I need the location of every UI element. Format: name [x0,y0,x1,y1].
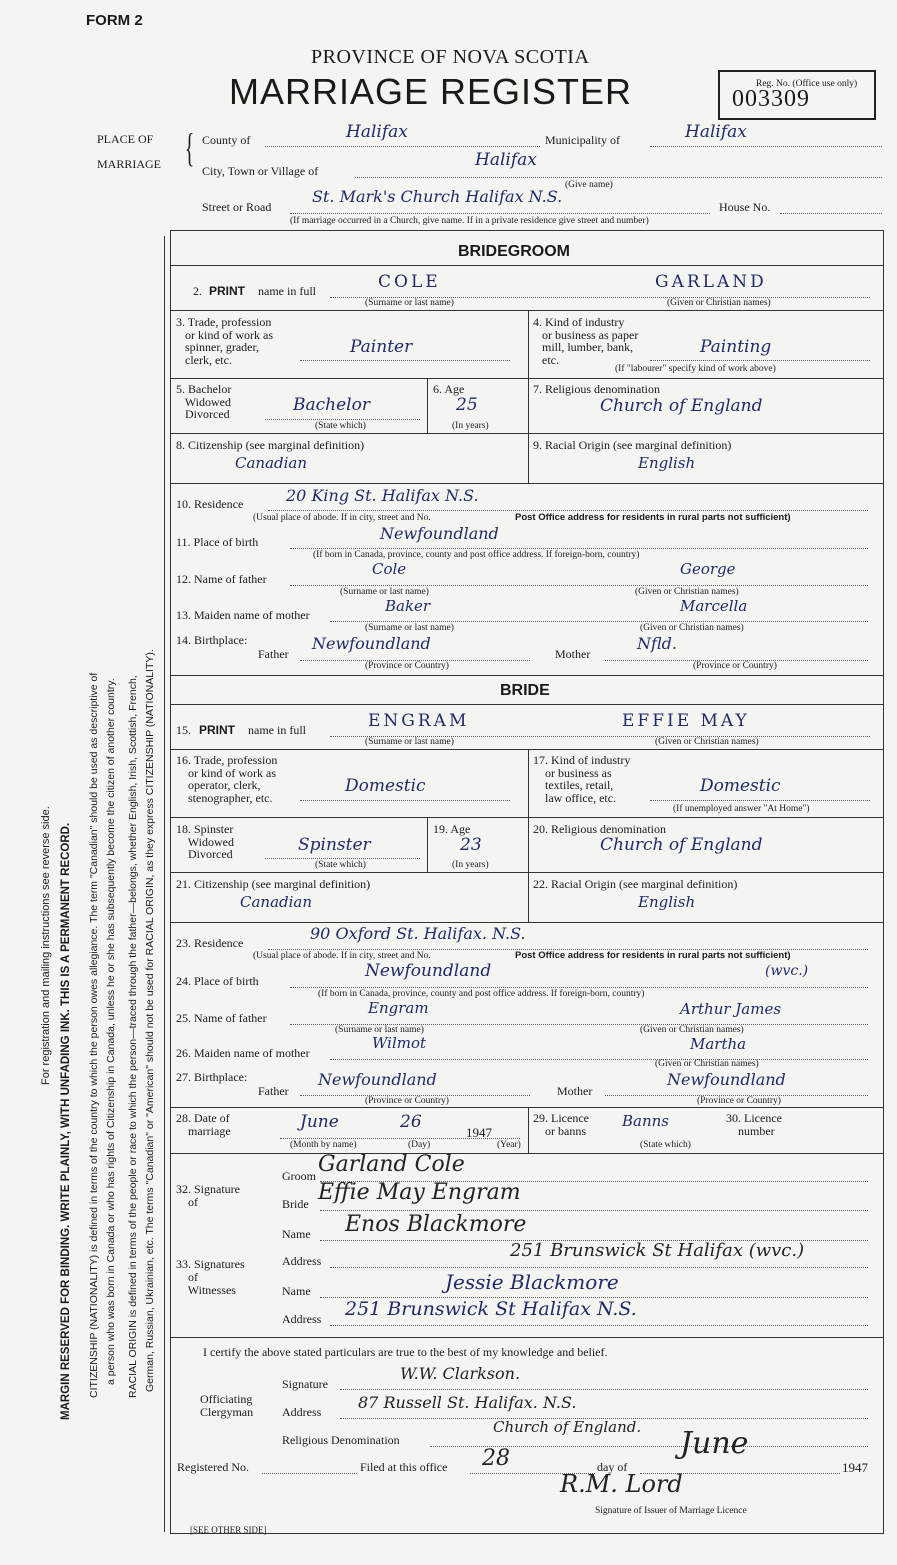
birth-note-1: (If born in Canada, province, county and post office address. If foreign-born, country) [313,550,640,560]
f11-label: 11. Place of birth [176,535,259,549]
margin-line-3: CITIZENSHIP (NATIONALITY) is defined in terms of the country to which the person owes allegiance. The term "Canadian" should be used as descriptive of [88,672,100,1398]
f9-label: 9. Racial Origin (see marginal definition) [533,438,732,452]
f20-label: 20. Religious denomination [533,822,666,836]
place-label-1: PLACE OF [97,132,154,146]
place-label-2: MARRIAGE [97,157,162,171]
groom-surname: COLE [378,272,441,292]
father-label-1: Father [258,647,289,661]
mother-given-2: Martha [690,1035,747,1053]
marriage-month: June [300,1112,339,1132]
surname-note-5: (Surname or last name) [335,1025,424,1035]
f25-label: 25. Name of father [176,1011,267,1025]
groom-given: GARLAND [655,272,767,292]
state-which-2: (State which) [315,860,366,870]
years-1: (In years) [452,421,489,431]
margin-line-6: German, Russian, Ukrainian, etc. The terms "Canadian" or "American" should not be used for RACIAL ORIGIN, as they express CITIZENSHIP (NATIONALITY). [144,649,156,1392]
f22-label: 22. Racial Origin (see marginal definition) [533,877,738,891]
f7-label: 7. Religious denomination [533,382,660,396]
f26-label: 26. Maiden name of mother [176,1046,310,1060]
clergy-addr-label: Address [282,1405,322,1419]
marriage-day: 26 [400,1112,422,1132]
f28-label: 28. Date of marriage [176,1111,231,1138]
residence-note-1b: Post Office address for residents in rural parts not sufficient) [515,512,791,523]
filed-year: 1947 [842,1460,868,1475]
unemployed-note: (If unemployed answer "At Home") [673,804,810,814]
f12-label: 12. Name of father [176,572,267,586]
surname-note-2: (Surname or last name) [340,587,429,597]
residence-note-2: (Usual place of abode. If in city, street and No. [253,951,431,961]
groom-sig-label: Groom [282,1169,316,1183]
f15-label: name in full [248,723,306,737]
groom-given-note: (Given or Christian names) [667,298,771,308]
form-label: FORM 2 [86,12,143,29]
margin-line-4: a person who was born in Canada or who has rights of Citizenship in Canada, unless he or she has subsequently become the citizen of another country. [105,678,117,1385]
f2-num: 2. [193,284,202,298]
w1-address-label: Address [282,1254,322,1268]
street-label: Street or Road [202,200,272,214]
f23-label: 23. Residence [176,936,244,950]
groom-status: Bachelor [293,395,370,415]
f2-print: PRINT [209,284,245,298]
residence-note-1: (Usual place of abode. If in city, street and No. [253,513,431,523]
province-note-4: (Province or Country) [697,1096,781,1106]
bride-age: 23 [460,835,482,855]
f30-label: 30. Licence number [726,1111,782,1138]
residence-note-2b: Post Office address for residents in rural parts not sufficient) [515,950,791,961]
groom-racial: English [638,454,696,472]
groom-industry: Painting [700,337,772,357]
bride-surname: ENGRAM [368,711,470,731]
issuer-label: Signature of Issuer of Marriage Licence [595,1506,747,1516]
clergy-sig-label: Signature [282,1377,328,1391]
father-birth-1: Newfoundland [312,634,431,653]
given-note-3: (Given or Christian names) [640,623,744,633]
bride-heading: BRIDE [500,682,550,699]
bride-residence: 90 Oxford St. Halifax. N.S. [310,924,526,943]
f21-label: 21. Citizenship (see marginal definition) [176,877,371,891]
see-other-side: [SEE OTHER SIDE] [190,1525,267,1535]
father-label-2: Father [258,1084,289,1098]
mother-surname-2: Wilmot [372,1034,427,1052]
f33-label: 33. Signatures of Witnesses [176,1257,245,1297]
witness-1-name: Enos Blackmore [345,1212,527,1237]
f15-print: PRINT [199,723,235,737]
mother-label-1: Mother [555,647,591,661]
surname-note-3: (Surname or last name) [365,623,454,633]
street-note: (If marriage occurred in a Church, give name. If in a private residence give street and number) [290,216,649,226]
witness-2-address: 251 Brunswick St Halifax N.S. [345,1298,637,1320]
marriage-year: 1947 [466,1125,492,1140]
f10-label: 10. Residence [176,497,244,511]
w2-name-label: Name [282,1284,311,1298]
province-note-2: (Province or Country) [693,661,777,671]
father-surname-2: Engram [368,999,429,1017]
page-title: MARRIAGE REGISTER [229,71,633,112]
margin-line-2: MARGIN RESERVED FOR BINDING. WRITE PLAINLY, WITH UNFADING INK. THIS IS A PERMANENT RECORD. [60,822,72,1420]
clergy-address: 87 Russell St. Halifax. N.S. [358,1393,577,1412]
mother-birth-2: Newfoundland [667,1070,786,1089]
bride-given: EFFIE MAY [622,711,750,731]
street-value: St. Mark's Church Halifax N.S. [312,187,563,206]
filed-day: 28 [482,1446,510,1471]
bride-signature: Effie May Engram [318,1180,521,1205]
registered-label: Registered No. [177,1460,249,1474]
bride-citizenship: Canadian [240,893,313,911]
f6-label: 6. Age [433,382,465,396]
surname-note-4: (Surname or last name) [365,737,454,747]
given-note-4: (Given or Christian names) [655,737,759,747]
bride-trade: Domestic [345,776,426,796]
f29-label: 29. Licence or banns [533,1111,589,1138]
mother-birth-1: Nfld. [637,634,677,653]
groom-citizenship: Canadian [235,454,308,472]
years-2: (In years) [452,860,489,870]
place-brace: { [184,125,195,170]
father-given-1: George [680,560,736,578]
county-label: County of [202,133,251,147]
f32-label: 32. Signature of [176,1182,240,1209]
f13-label: 13. Maiden name of mother [176,608,310,622]
reg-no-value: 003309 [732,86,810,112]
bride-birthplace: Newfoundland [365,961,492,981]
house-label: House No. [719,200,771,214]
denomination-label: Religious Denomination [282,1433,400,1447]
f27-label: 27. Birthplace: [176,1070,248,1084]
city-value: Halifax [475,150,537,170]
filed-label: Filed at this office [360,1460,448,1474]
f19-label: 19. Age [433,822,471,836]
bride-birth-extra: (wvc.) [765,963,809,979]
day-note: (Day) [408,1140,431,1150]
day-of-label: day of [597,1460,628,1474]
bride-sig-label: Bride [282,1197,309,1211]
state-which-3: (State which) [640,1140,691,1150]
groom-religion: Church of England [600,396,763,416]
groom-birthplace: Newfoundland [380,524,499,543]
groom-trade: Painter [350,337,413,357]
groom-signature: Garland Cole [318,1152,465,1177]
licence-value: Banns [622,1112,669,1130]
f4-label: 4. Kind of industry or business as paper mill, lumber, bank, etc. [533,315,639,367]
f5-label: 5. Bachelor Widowed Divorced [176,382,232,421]
county-value: Halifax [346,122,408,142]
reg-no-label: Reg. No. (Office use only) [756,79,858,89]
f2-label: name in full [258,284,316,298]
witness-1-address: 251 Brunswick St Halifax (wvc.) [510,1240,805,1261]
clergy-signature: W.W. Clarkson. [400,1364,521,1383]
father-surname-1: Cole [372,560,407,578]
groom-residence: 20 King St. Halifax N.S. [286,486,479,505]
father-given-2: Arthur James [680,1000,782,1018]
f18-label: 18. Spinster Widowed Divorced [176,822,234,861]
filed-month: June [680,1426,749,1461]
city-label: City, Town or Village of [202,164,319,178]
bride-racial: English [638,893,696,911]
year-note: (Year) [497,1140,521,1150]
given-note-6: (Given or Christian names) [655,1059,759,1069]
f16-label: 16. Trade, profession or kind of work as operator, clerk, stenographer, etc. [176,753,278,805]
birth-note-2: (If born in Canada, province, county and post office address. If foreign-born, country) [318,989,645,999]
clergy-denomination: Church of England. [493,1418,642,1436]
f15-num: 15. [176,723,191,737]
reg-no-box [718,70,876,120]
margin-line-5: RACIAL ORIGIN is defined in terms of the people or race to which the person—traced through the father—belongs, whether English, Irish, Scottish, French, [127,675,139,1398]
province-title: PROVINCE OF NOVA SCOTIA [311,46,590,68]
province-note-3: (Province or Country) [365,1096,449,1106]
w2-address-label: Address [282,1312,322,1326]
witness-2-name: Jessie Blackmore [445,1270,619,1294]
clergy-label: Officiating Clergyman [200,1392,254,1419]
given-note-5: (Given or Christian names) [640,1025,744,1035]
give-name-note: (Give name) [565,180,613,190]
given-note-2: (Given or Christian names) [635,587,739,597]
municipality-value: Halifax [685,122,747,142]
mother-surname-1: Baker [385,597,431,615]
mother-given-1: Marcella [680,597,748,615]
groom-surname-note: (Surname or last name) [365,298,454,308]
bride-status: Spinster [298,835,371,855]
issuer-signature: R.M. Lord [560,1470,683,1498]
month-note: (Month by name) [290,1140,357,1150]
bridegroom-heading: BRIDEGROOM [458,243,570,260]
municipality-label: Municipality of [545,133,620,147]
certify-text: I certify the above stated particulars are true to the best of my knowledge and belief. [203,1345,608,1359]
f3-label: 3. Trade, profession or kind of work as spinner, grader, clerk, etc. [176,315,273,367]
mother-label-2: Mother [557,1084,593,1098]
province-note-1: (Province or Country) [365,661,449,671]
f8-label: 8. Citizenship (see marginal definition) [176,438,365,452]
margin-line-1: For registration and mailing instructions see reverse side. [40,806,52,1085]
bride-industry: Domestic [700,776,781,796]
bride-religion: Church of England [600,835,763,855]
f14-label: 14. Birthplace: [176,633,248,647]
f17-label: 17. Kind of industry or business as textiles, retail, law office, etc. [533,753,631,805]
groom-age: 25 [456,395,478,415]
w1-name-label: Name [282,1227,311,1241]
f24-label: 24. Place of birth [176,974,259,988]
father-birth-2: Newfoundland [318,1070,437,1089]
labourer-note: (If "labourer" specify kind of work above) [615,364,776,374]
state-which-1: (State which) [315,421,366,431]
